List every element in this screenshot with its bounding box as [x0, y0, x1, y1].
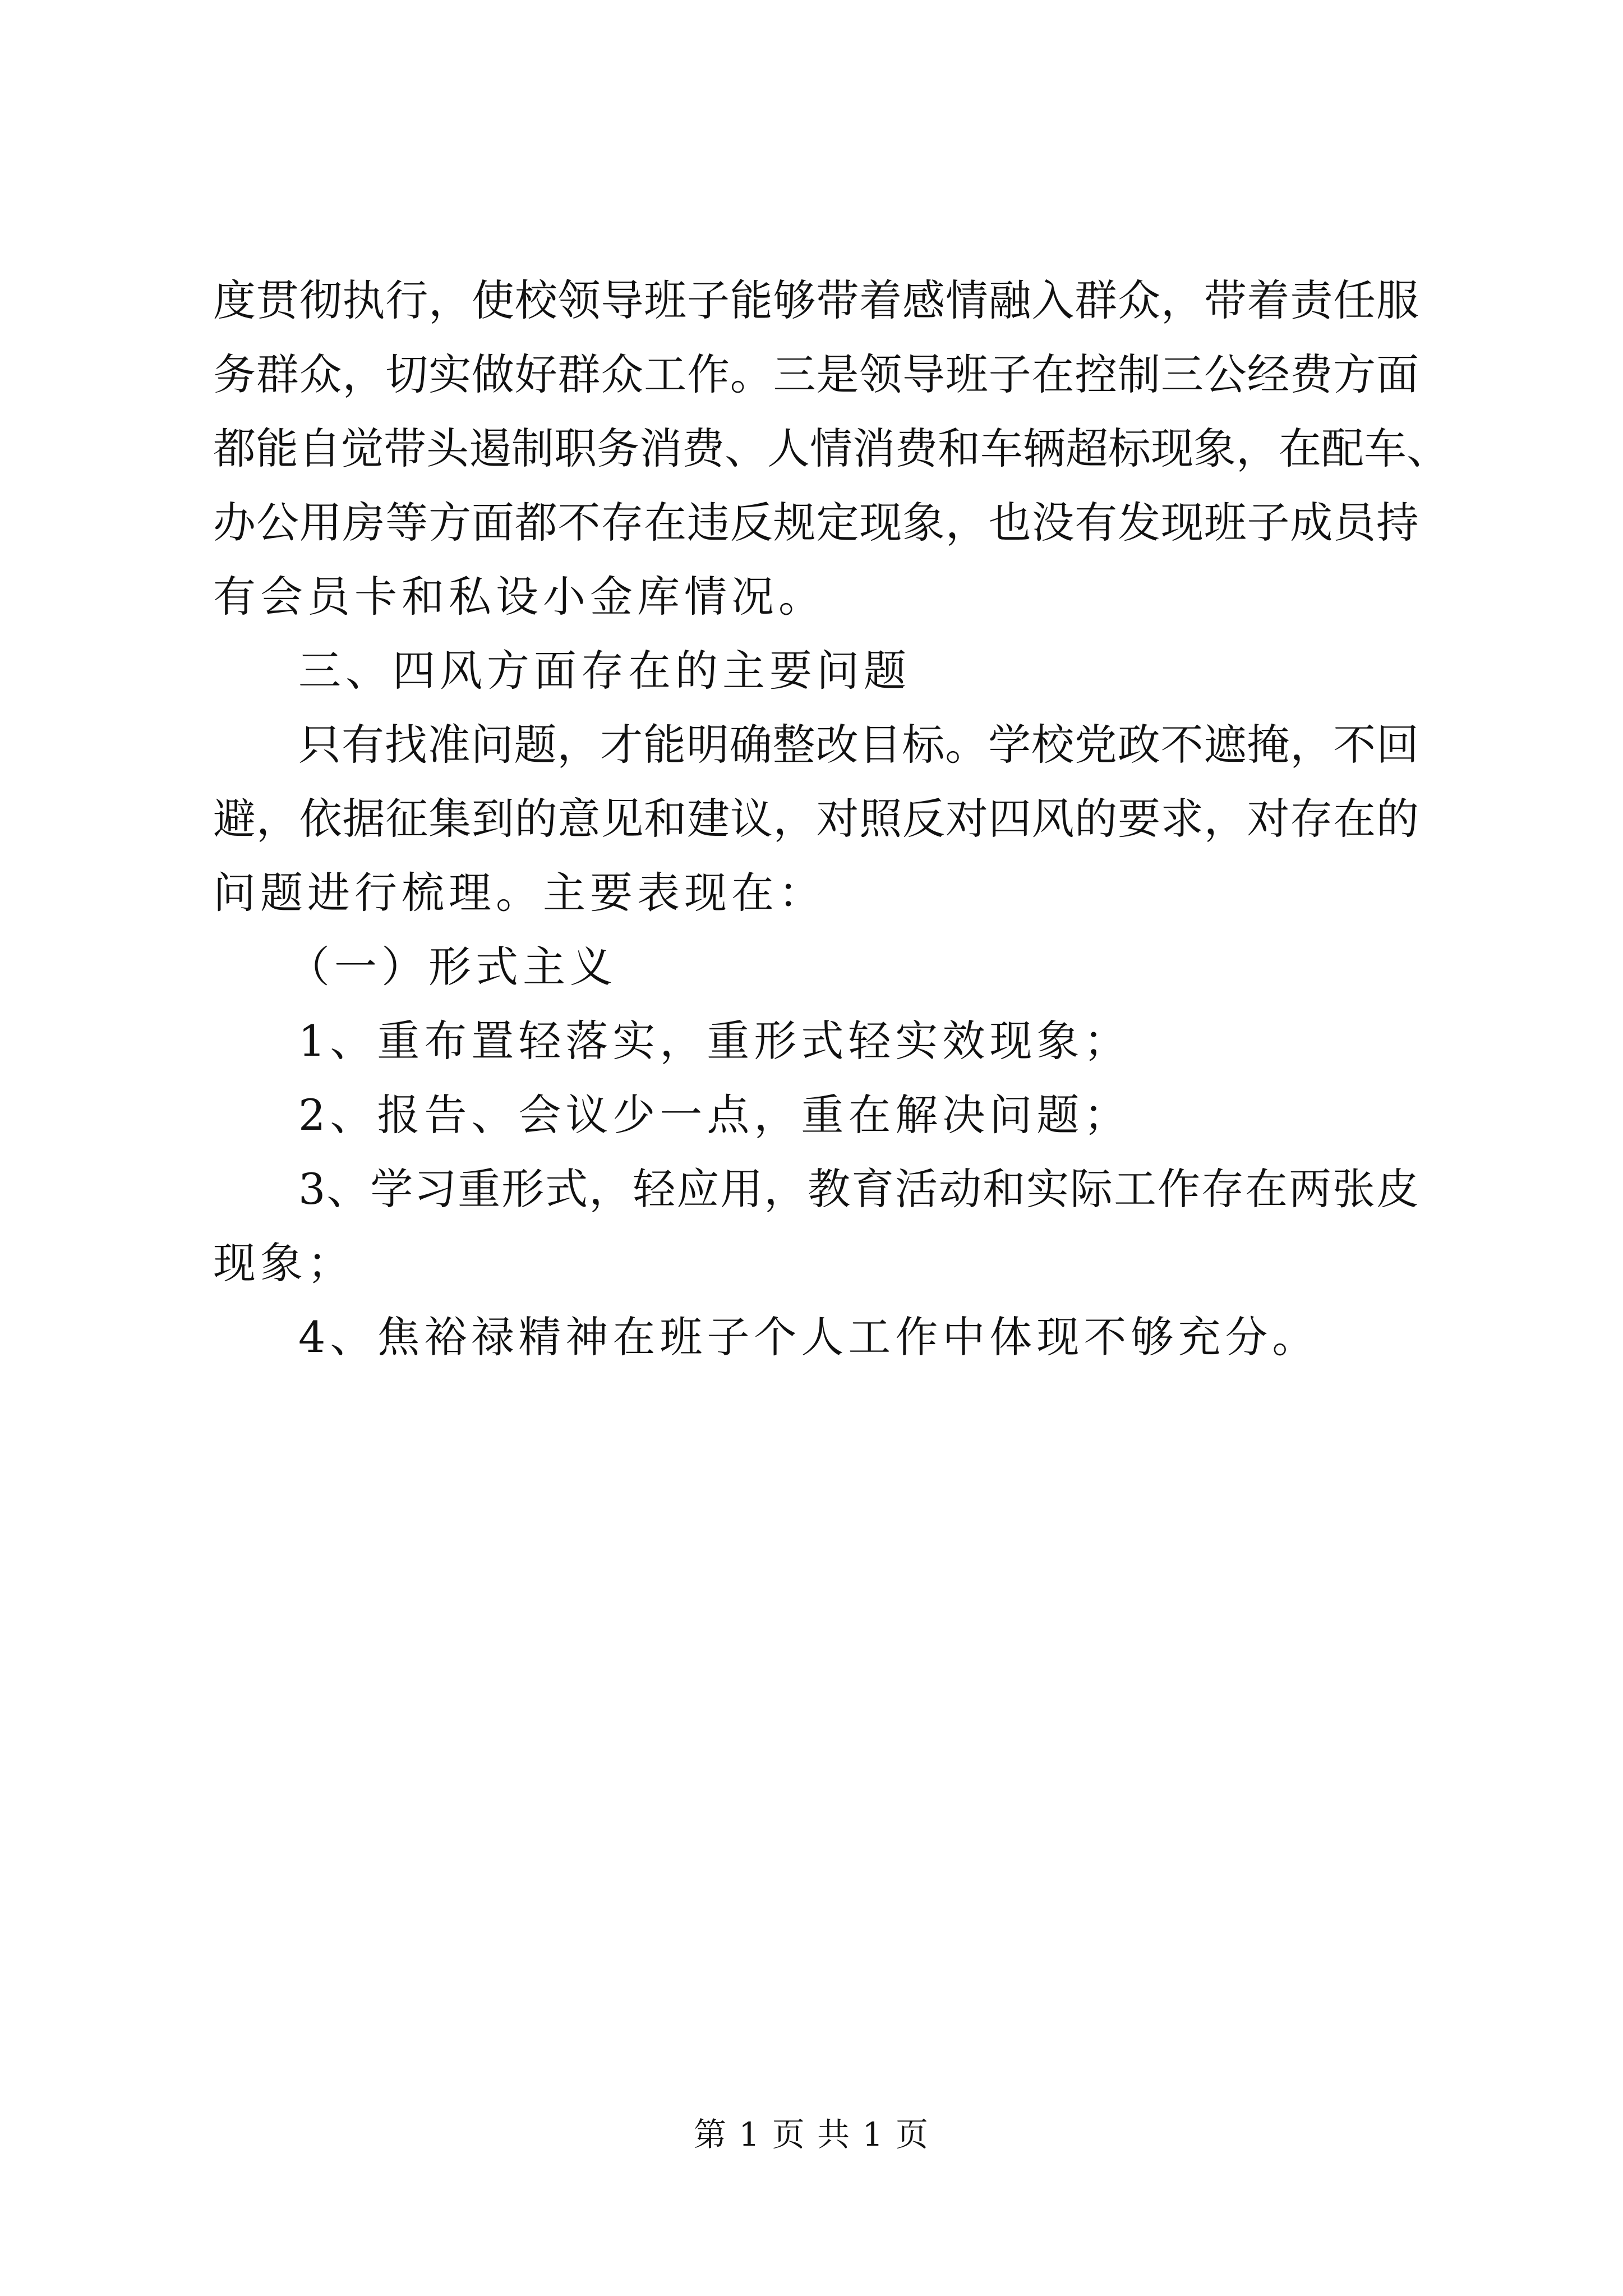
page-number-footer: 第 1 页 共 1 页: [694, 2115, 929, 2154]
section-heading: 三、四风方面存在的主要问题: [298, 646, 911, 696]
body-line: 避，依据征集到的意见和建议，对照反对四风的要求，对存在的: [213, 794, 1419, 844]
list-item: 4、焦裕禄精神在班子个人工作中体现不够充分。: [298, 1312, 1320, 1362]
list-item: 1、重布置轻落实，重形式轻实效现象；: [298, 1016, 1131, 1066]
body-line: 度贯彻执行，使校领导班子能够带着感情融入群众，带着责任服: [213, 275, 1419, 325]
document-body: [213, 264, 1449, 1374]
body-line: 只有找准问题，才能明确整改目标。学校党政不遮掩，不回: [298, 720, 1419, 770]
body-line: 办公用房等方面都不存在违反规定现象，也没有发现班子成员持: [213, 498, 1419, 547]
subsection-heading: （一）形式主义: [287, 942, 617, 992]
body-line: 都能自觉带头遏制职务消费、人情消费和车辆超标现象，在配车、: [213, 424, 1449, 473]
body-line: 有会员卡和私设小金库情况。: [213, 572, 826, 622]
list-item: 3、学习重形式，轻应用，教育活动和实际工作存在两张皮: [298, 1164, 1419, 1214]
body-line: 务群众，切实做好群众工作。三是领导班子在控制三公经费方面: [213, 349, 1419, 399]
body-line: 问题进行梳理。主要表现在：: [213, 868, 826, 918]
list-item-continuation: 现象；: [213, 1238, 354, 1288]
list-item: 2、报告、会议少一点，重在解决问题；: [298, 1090, 1131, 1140]
